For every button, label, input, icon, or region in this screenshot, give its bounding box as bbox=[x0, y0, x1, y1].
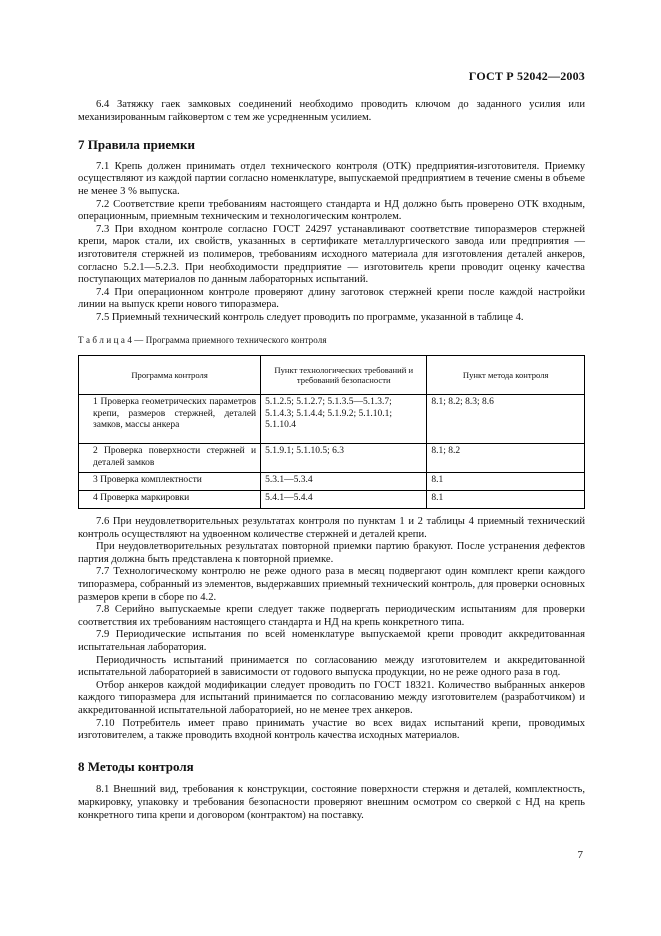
paragraph-7-7: 7.7 Технологическому контролю не реже одного раза в месяц подвергают один комплект крепи каждого типоразмера, собранный из элементов, выдержавших приемный технический контроль, для проверки основных размеров крепи в сборе по 4.2. bbox=[78, 566, 585, 603]
section-7-heading: 7 Правила приемки bbox=[78, 137, 195, 153]
section-8-heading: 8 Методы контроля bbox=[78, 758, 194, 774]
paragraph-7-3: 7.3 При входном контроле согласно ГОСТ 24297 устанавливают соответствие типоразмеров стержней крепи, марок стали, их свойств, указанных в сертификате металлургического завода или предприятия — изготовителя стержней из полимеров, требованиям исходного материала для изготовления деталей анкеров, согласно 5.2.1—5.2.3. При необходимости предприятие — изготовитель крепи проводит оценку качества поступающих материалов по данным лабораторных испытаний. bbox=[78, 223, 585, 286]
table-header-cell: Пункт метода контроля bbox=[427, 356, 585, 395]
paragraph-7-4: 7.4 При операционном контроле проверяют длину заготовок стержней крепи после каждой настройки линии на выпуск крепи нового типоразмера. bbox=[78, 286, 585, 311]
table-cell: 8.1 bbox=[427, 473, 585, 491]
table-4-caption: Т а б л и ц а 4 — Программа приемного технического контроля bbox=[78, 334, 327, 345]
table-cell: 8.1 bbox=[427, 491, 585, 509]
table-cell: 5.1.9.1; 5.1.10.5; 6.3 bbox=[261, 444, 427, 473]
paragraph-8-1: 8.1 Внешний вид, требования к конструкции, состояние поверхности стержня и деталей, комплектность, маркировку, упаковку и требования безопасности проверяют внешним осмотром со сверкой с НД на крепь конкретного типа крепи и договором (контрактом) на поставку. bbox=[78, 784, 585, 821]
table-cell: 5.3.1—5.3.4 bbox=[261, 473, 427, 491]
paragraph-7-8: 7.8 Серийно выпускаемые крепи следует также подвергать периодическим испытаниям для проверки соответствия их требованиям настоящего стандарта и НД на крепь конкретного типа. bbox=[78, 604, 585, 628]
table-header-cell: Пункт технологических требований и требований безопасности bbox=[261, 356, 427, 395]
paragraph-7-10: 7.10 Потребитель имеет право принимать участие во всех видах испытаний крепи, проводимых изготовителем, а также проводить входной контроль качества исходных материалов. bbox=[78, 717, 585, 742]
paragraph-7-1: 7.1 Крепь должен принимать отдел технического контроля (ОТК) предприятия-изготовителя. Приемку осуществляют из каждой партии согласно номенклатуре, выпускаемой предприятием в течение смены в объеме не менее 3 % выпуска. bbox=[78, 160, 585, 197]
paragraph-7-6-continued: При неудовлетворительных результатах повторной приемки партию бракуют. После устранения дефектов партия должна быть представлена к повторной приемке. bbox=[78, 541, 585, 565]
table-cell: 4 Проверка маркировки bbox=[79, 491, 261, 509]
table-cell: 5.1.2.5; 5.1.2.7; 5.1.3.5—5.1.3.7; 5.1.4.3; 5.1.4.4; 5.1.9.2; 5.1.10.1; 5.1.10.4 bbox=[261, 395, 427, 444]
paragraph-7-9-periodicity: Периодичность испытаний принимается по согласованию между изготовителем и аккредитованной испытательной лабораторией в зависимости от годового выпуска продукции, но не реже одного раза в год. bbox=[78, 654, 585, 679]
table-cell: 2 Проверка поверхности стержней и деталей замков bbox=[79, 444, 261, 473]
table-row bbox=[79, 473, 585, 491]
paragraph-7-5: 7.5 Приемный технический контроль следует проводить по программе, указанной в таблице 4. bbox=[96, 311, 524, 323]
page-content bbox=[78, 99, 585, 822]
table-header-cell: Программа контроля bbox=[79, 356, 261, 395]
page-number: 7 bbox=[577, 849, 583, 861]
table-row bbox=[79, 491, 585, 509]
paragraph-7-6: 7.6 При неудовлетворительных результатах контроля по пунктам 1 и 2 таблицы 4 приемный технический контроль осуществляют на удвоенном количестве стержней и деталей крепи. bbox=[78, 516, 585, 540]
document-header: ГОСТ Р 52042—2003 bbox=[468, 69, 585, 83]
table-row bbox=[79, 395, 585, 444]
table-cell: 8.1; 8.2; 8.3; 8.6 bbox=[427, 395, 585, 444]
table-cell: 5.4.1—5.4.4 bbox=[261, 491, 427, 509]
table-4 bbox=[78, 355, 585, 509]
paragraph-7-9: 7.9 Периодические испытания по всей номенклатуре выпускаемой крепи проводит аккредитованная испытательная лаборатория. bbox=[78, 629, 585, 654]
table-cell: 8.1; 8.2 bbox=[427, 444, 585, 473]
paragraph-7-2: 7.2 Соответствие крепи требованиям настоящего стандарта и НД должно быть проверено ОТК входным, операционным, приемным техническим и технологическим контролем. bbox=[78, 198, 585, 223]
table-cell: 1 Проверка геометрических параметров крепи, размеров стержней, деталей замков, массы анкера bbox=[79, 395, 261, 444]
table-cell: 3 Проверка комплектности bbox=[79, 473, 261, 491]
table-header-row bbox=[79, 356, 585, 395]
paragraph-7-9-sampling: Отбор анкеров каждой модификации следует проводить по ГОСТ 18321. Количество выбранных анкеров каждого типоразмера для испытаний принимается по согласованию между изготовителем (разработчиком) и аккредитованной испытательной лабораторией, но не менее трех анкеров. bbox=[78, 679, 585, 716]
paragraph-6-4: 6.4 Затяжку гаек замковых соединений необходимо проводить ключом до заданного усилия или механизированным гайковертом с тем же усредненным усилием. bbox=[78, 99, 585, 123]
table-row bbox=[79, 444, 585, 473]
